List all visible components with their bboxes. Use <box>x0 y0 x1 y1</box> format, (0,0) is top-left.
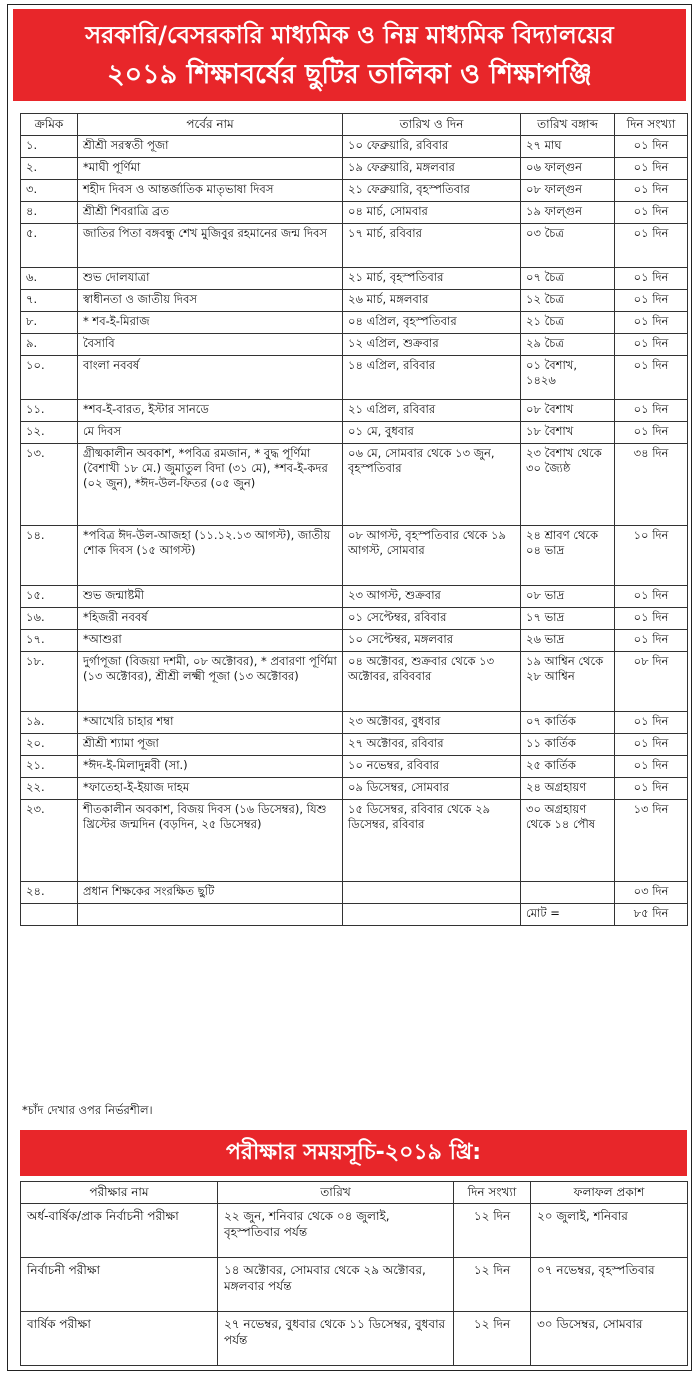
exam-body <box>21 1204 688 1366</box>
cell-date-day: ১৪ এপ্রিল, রবিবার <box>343 356 521 400</box>
exam-table <box>20 1181 688 1366</box>
cell-festival: *আখেরি চাহার শম্বা <box>78 712 343 734</box>
cell-date-day <box>343 904 521 926</box>
cell-bengali-date: ২৪ অগ্রহায়ণ <box>521 778 615 800</box>
cell-festival: মে দিবস <box>78 422 343 444</box>
holiday-row <box>21 268 688 290</box>
cell-bengali-date: ০৮ ভাদ্র <box>521 586 615 608</box>
cell-festival: *পবিত্র ঈদ-উল-আজহা (১১.১২.১৩ আগস্ট), জাতীয় শোক দিবস (১৫ আগস্ট) <box>78 526 343 586</box>
holiday-row <box>21 400 688 422</box>
holiday-row <box>21 444 688 526</box>
holiday-row <box>21 800 688 882</box>
cell-festival: প্রধান শিক্ষকের সংরক্ষিত ছুটি <box>78 882 343 904</box>
cell-festival: বাংলা নববর্ষ <box>78 356 343 400</box>
holiday-row <box>21 904 688 926</box>
holiday-row <box>21 882 688 904</box>
cell-festival: শ্রীশ্রী শ্যামা পূজা <box>78 734 343 756</box>
cell-date-day: ০৮ আগস্ট, বৃহস্পতিবার থেকে ১৯ আগস্ট, সোমবার <box>343 526 521 586</box>
cell-days: ০১ দিন <box>615 158 688 180</box>
cell-bengali-date: ০৮ ফাল্গুন <box>521 180 615 202</box>
holiday-header-row <box>21 114 688 136</box>
header-festival: পর্বের নাম <box>78 114 343 136</box>
cell-exam-name: অর্ধ-বার্ষিক/প্রাক নির্বাচনী পরীক্ষা <box>21 1204 218 1258</box>
cell-date-day: ২১ মার্চ, বৃহস্পতিবার <box>343 268 521 290</box>
cell-bengali-date: ১১ কার্তিক <box>521 734 615 756</box>
cell-festival: জাতির পিতা বঙ্গবন্ধু শেখ মুজিবুর রহমানের জন্ম দিবস <box>78 224 343 268</box>
header-line-2: ২০১৯ শিক্ষাবর্ষের ছুটির তালিকা ও শিক্ষাপঞ্জি <box>107 59 592 90</box>
cell-date-day: ০৯ ডিসেম্বর, সোমবার <box>343 778 521 800</box>
cell-serial: ১. <box>21 136 78 158</box>
holiday-row <box>21 356 688 400</box>
cell-days: ০১ দিন <box>615 422 688 444</box>
exam-header-days: দিন সংখ্যা <box>454 1182 531 1204</box>
cell-serial: ৬. <box>21 268 78 290</box>
cell-festival: দুর্গাপূজা (বিজয়া দশমী, ০৮ অক্টোবর), * প্রবারণা পূর্ণিমা (১৩ অক্টোবর), শ্রীশ্রী লক্ষ্মী পূজা (১৩ অক্টোবর) <box>78 652 343 712</box>
cell-bengali-date: ২৩ বৈশাখ থেকে ৩০ জ্যৈষ্ঠ <box>521 444 615 526</box>
cell-bengali-date: ১২ চৈত্র <box>521 290 615 312</box>
cell-date-day: ২৭ অক্টোবর, রবিবার <box>343 734 521 756</box>
cell-serial: ২২. <box>21 778 78 800</box>
holiday-row <box>21 422 688 444</box>
cell-date-day: ১৯ ফেব্রুয়ারি, মঙ্গলবার <box>343 158 521 180</box>
cell-bengali-date: ১৮ বৈশাখ <box>521 422 615 444</box>
cell-serial: ৩. <box>21 180 78 202</box>
holiday-body <box>21 136 688 926</box>
header-line-1: সরকারি/বেসরকারি মাধ্যমিক ও নিম্ন মাধ্যমিক বিদ্যালয়ের <box>85 21 614 49</box>
cell-days: ০১ দিন <box>615 400 688 422</box>
cell-bengali-date: ২৬ ভাদ্র <box>521 630 615 652</box>
cell-serial: ৮. <box>21 312 78 334</box>
cell-date-day: ২১ এপ্রিল, রবিবার <box>343 400 521 422</box>
cell-bengali-date: ১৯ আশ্বিন থেকে ২৮ আশ্বিন <box>521 652 615 712</box>
cell-festival: *ফাতেহা-ই-ইয়াজ দাহম <box>78 778 343 800</box>
cell-serial: ১১. <box>21 400 78 422</box>
cell-date-day: ২৩ আগস্ট, শুক্রবার <box>343 586 521 608</box>
cell-festival: *ঈদ-ই-মিলাদুন্নবী (সা.) <box>78 756 343 778</box>
exam-header-row <box>21 1182 688 1204</box>
cell-days: ০১ দিন <box>615 268 688 290</box>
holiday-row <box>21 756 688 778</box>
cell-bengali-date: ২৭ মাঘ <box>521 136 615 158</box>
cell-days: ০১ দিন <box>615 586 688 608</box>
cell-days: ০৩ দিন <box>615 882 688 904</box>
cell-serial: ২১. <box>21 756 78 778</box>
exam-row <box>21 1312 688 1366</box>
cell-serial: ১৮. <box>21 652 78 712</box>
exam-row <box>21 1204 688 1258</box>
exam-row <box>21 1258 688 1312</box>
cell-festival: *হিজরী নববর্ষ <box>78 608 343 630</box>
holiday-row <box>21 158 688 180</box>
holiday-row <box>21 290 688 312</box>
cell-result-date: ৩০ ডিসেম্বর, সোমবার <box>531 1312 688 1366</box>
cell-date-day: ০৪ মার্চ, সোমবার <box>343 202 521 224</box>
cell-bengali-date: ০৩ চৈত্র <box>521 224 615 268</box>
cell-festival: বৈসাবি <box>78 334 343 356</box>
cell-serial: ১২. <box>21 422 78 444</box>
cell-days: ০১ দিন <box>615 180 688 202</box>
cell-days: ০৮ দিন <box>615 652 688 712</box>
exam-header-result: ফলাফল প্রকাশ <box>531 1182 688 1204</box>
holiday-row <box>21 180 688 202</box>
footnote: *চাঁদ দেখার ওপর নির্ভরশীল। <box>22 1103 153 1117</box>
cell-bengali-date: ০৭ চৈত্র <box>521 268 615 290</box>
holiday-row <box>21 334 688 356</box>
cell-serial: ১৪. <box>21 526 78 586</box>
cell-bengali-date: ০৮ বৈশাখ <box>521 400 615 422</box>
cell-date-day: ১৫ ডিসেম্বর, রবিবার থেকে ২৯ ডিসেম্বর, রবিবার <box>343 800 521 882</box>
holiday-row <box>21 712 688 734</box>
holiday-row <box>21 202 688 224</box>
cell-festival: *আশুরা <box>78 630 343 652</box>
cell-serial: ১০. <box>21 356 78 400</box>
cell-serial: ১৭. <box>21 630 78 652</box>
cell-serial: ২০. <box>21 734 78 756</box>
cell-days: ০১ দিন <box>615 356 688 400</box>
exam-banner: পরীক্ষার সময়সূচি-২০১৯ খ্রি: <box>20 1130 687 1176</box>
cell-serial: ২৩. <box>21 800 78 882</box>
cell-days: ০১ দিন <box>615 778 688 800</box>
cell-exam-date: ২৭ নভেম্বর, বুধবার থেকে ১১ ডিসেম্বর, বুধবার পর্যন্ত <box>218 1312 454 1366</box>
cell-exam-date: ২২ জুন, শনিবার থেকে ০৪ জুলাই, বৃহস্পতিবার পর্যন্ত <box>218 1204 454 1258</box>
header-date-day: তারিখ ও দিন <box>343 114 521 136</box>
cell-festival: গ্রীষ্মকালীন অবকাশ, *পবিত্র রমজান, * বুদ্ধ পূর্ণিমা (বৈশাখী ১৮ মে.) জুমাতুল বিদা (৩১ মে), *শব-ই-কদর (০২ জুন), *ঈদ-উল-ফিতর (০৫ জুন) <box>78 444 343 526</box>
cell-bengali-date: ৩০ অগ্রহায়ণ থেকে ১৪ পৌষ <box>521 800 615 882</box>
cell-result-date: ২০ জুলাই, শনিবার <box>531 1204 688 1258</box>
holiday-row <box>21 586 688 608</box>
cell-festival: শুভ জন্মাষ্টমী <box>78 586 343 608</box>
cell-serial: ৯. <box>21 334 78 356</box>
cell-days: ০১ দিন <box>615 202 688 224</box>
cell-festival: *মাঘী পূর্ণিমা <box>78 158 343 180</box>
cell-festival: স্বাধীনতা ও জাতীয় দিবস <box>78 290 343 312</box>
cell-date-day: ০৪ এপ্রিল, বৃহস্পতিবার <box>343 312 521 334</box>
holiday-row <box>21 608 688 630</box>
cell-bengali-date: ২৫ কার্তিক <box>521 756 615 778</box>
cell-days: ০১ দিন <box>615 136 688 158</box>
cell-serial: ১৬. <box>21 608 78 630</box>
header-banner <box>13 9 686 101</box>
cell-date-day <box>343 882 521 904</box>
cell-date-day: ০৪ অক্টোবর, শুক্রবার থেকে ১৩ অক্টোবর, রবিববার <box>343 652 521 712</box>
cell-bengali-date: ০৬ ফাল্গুন <box>521 158 615 180</box>
cell-bengali-date <box>521 882 615 904</box>
cell-date-day: ১০ সেপ্টেম্বর, মঙ্গলবার <box>343 630 521 652</box>
cell-days: ০১ দিন <box>615 734 688 756</box>
cell-days: ১৩ দিন <box>615 800 688 882</box>
cell-days: ০১ দিন <box>615 290 688 312</box>
cell-date-day: ১৭ মার্চ, রবিবার <box>343 224 521 268</box>
cell-date-day: ০১ সেপ্টেম্বর, রবিবার <box>343 608 521 630</box>
cell-serial: ১৯. <box>21 712 78 734</box>
cell-result-date: ০৭ নভেম্বর, বৃহস্পতিবার <box>531 1258 688 1312</box>
cell-bengali-date: ০১ বৈশাখ, ১৪২৬ <box>521 356 615 400</box>
cell-serial: ৫. <box>21 224 78 268</box>
exam-header-date: তারিখ <box>218 1182 454 1204</box>
cell-festival: শহীদ দিবস ও আন্তর্জাতিক মাতৃভাষা দিবস <box>78 180 343 202</box>
holiday-row <box>21 136 688 158</box>
cell-bengali-date: ১৭ ভাদ্র <box>521 608 615 630</box>
cell-festival: শ্রীশ্রী সরস্বতী পূজা <box>78 136 343 158</box>
cell-exam-name: নির্বাচনী পরীক্ষা <box>21 1258 218 1312</box>
cell-exam-days: ১২ দিন <box>454 1312 531 1366</box>
cell-days: ০১ দিন <box>615 630 688 652</box>
cell-bengali-date: ২৯ চৈত্র <box>521 334 615 356</box>
cell-festival: শীতকালীন অবকাশ, বিজয় দিবস (১৬ ডিসেম্বর), যিশু খ্রিস্টের জন্মদিন (বড়দিন, ২৫ ডিসেম্বর) <box>78 800 343 882</box>
cell-bengali-date: ২৪ শ্রাবণ থেকে ০৪ ভাদ্র <box>521 526 615 586</box>
cell-festival: *শব-ই-বারত, ইস্টার সানডে <box>78 400 343 422</box>
cell-days: ০১ দিন <box>615 224 688 268</box>
cell-bengali-date: মোট = <box>521 904 615 926</box>
holiday-row <box>21 778 688 800</box>
cell-serial: ১৫. <box>21 586 78 608</box>
header-days: দিন সংখ্যা <box>615 114 688 136</box>
cell-festival: শ্রীশ্রী শিবরাত্রি ব্রত <box>78 202 343 224</box>
cell-festival: শুভ দোলযাত্রা <box>78 268 343 290</box>
exam-header-name: পরীক্ষার নাম <box>21 1182 218 1204</box>
cell-bengali-date: ০৭ কার্তিক <box>521 712 615 734</box>
holiday-row <box>21 652 688 712</box>
cell-date-day: ০১ মে, বুধবার <box>343 422 521 444</box>
cell-days: ০১ দিন <box>615 334 688 356</box>
holiday-row <box>21 734 688 756</box>
holiday-row <box>21 526 688 586</box>
cell-festival <box>78 904 343 926</box>
cell-exam-name: বার্ষিক পরীক্ষা <box>21 1312 218 1366</box>
holiday-row <box>21 630 688 652</box>
cell-date-day: ২১ ফেব্রুয়ারি, বৃহস্পতিবার <box>343 180 521 202</box>
cell-days: ৩৪ দিন <box>615 444 688 526</box>
cell-days: ০১ দিন <box>615 608 688 630</box>
cell-days: ০১ দিন <box>615 312 688 334</box>
cell-days: ০১ দিন <box>615 756 688 778</box>
cell-serial: ১৩. <box>21 444 78 526</box>
cell-serial: ৪. <box>21 202 78 224</box>
cell-days: ১০ দিন <box>615 526 688 586</box>
holiday-row <box>21 312 688 334</box>
cell-serial: ৭. <box>21 290 78 312</box>
cell-date-day: ২৩ অক্টোবর, বুধবার <box>343 712 521 734</box>
cell-date-day: ১২ এপ্রিল, শুক্রবার <box>343 334 521 356</box>
cell-days: ৮৫ দিন <box>615 904 688 926</box>
cell-bengali-date: ১৯ ফাল্গুন <box>521 202 615 224</box>
cell-exam-date: ১৪ অক্টোবর, সোমবার থেকে ২৯ অক্টোবর, মঙ্গলবার পর্যন্ত <box>218 1258 454 1312</box>
cell-date-day: ২৬ মার্চ, মঙ্গলবার <box>343 290 521 312</box>
cell-festival: * শব-ই-মিরাজ <box>78 312 343 334</box>
header-serial: ক্রমিক <box>21 114 78 136</box>
holiday-row <box>21 224 688 268</box>
cell-bengali-date: ২১ চৈত্র <box>521 312 615 334</box>
cell-date-day: ১০ নভেম্বর, রবিবার <box>343 756 521 778</box>
cell-date-day: ১০ ফেব্রুয়ারি, রবিবার <box>343 136 521 158</box>
cell-days: ০১ দিন <box>615 712 688 734</box>
holiday-table <box>20 113 688 926</box>
cell-serial: ২৪. <box>21 882 78 904</box>
cell-exam-days: ১২ দিন <box>454 1204 531 1258</box>
cell-exam-days: ১২ দিন <box>454 1258 531 1312</box>
header-bengali-date: তারিখ বঙ্গাব্দ <box>521 114 615 136</box>
cell-serial <box>21 904 78 926</box>
cell-date-day: ০৬ মে, সোমবার থেকে ১৩ জুন, বৃহস্পতিবার <box>343 444 521 526</box>
cell-serial: ২. <box>21 158 78 180</box>
